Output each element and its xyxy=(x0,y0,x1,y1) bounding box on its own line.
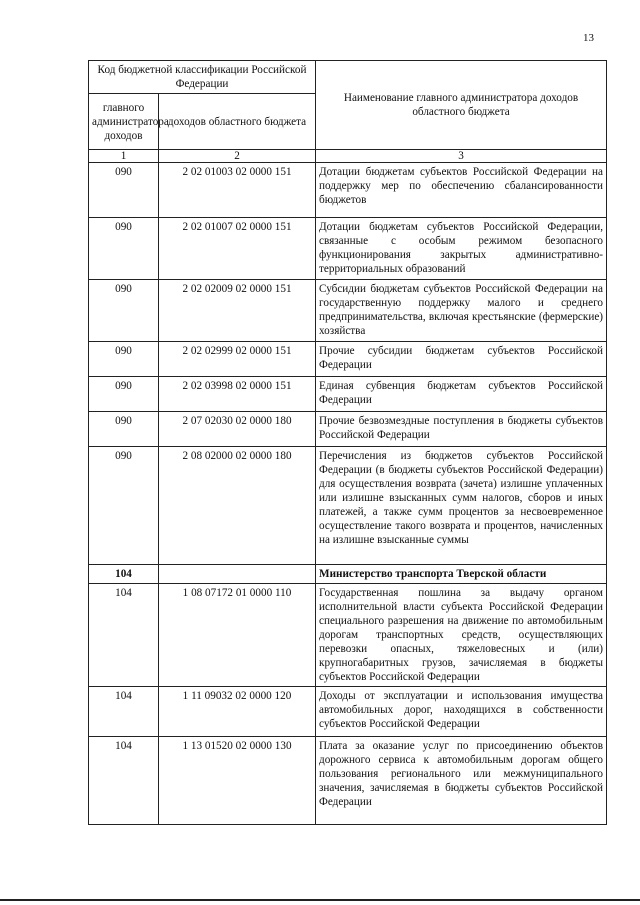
table-row xyxy=(89,280,607,342)
income-code: 2 02 02009 02 0000 151 xyxy=(159,280,316,342)
admin-code: 104 xyxy=(89,584,159,687)
income-code: 1 08 07172 01 0000 110 xyxy=(159,584,316,687)
column-number-1: 1 xyxy=(89,150,159,163)
table-row xyxy=(89,412,607,447)
header-group-label: Код бюджетной классификации Российской Федерации xyxy=(89,61,316,94)
income-code: 2 02 01007 02 0000 151 xyxy=(159,218,316,280)
income-code: 1 11 09032 02 0000 120 xyxy=(159,687,316,737)
table-row xyxy=(89,342,607,377)
income-name: Субсидии бюджетам субъектов Российской Федерации на государственную поддержку малого и среднего предпринимательства, включая крестьянские (фермерские) хозяйства xyxy=(316,280,607,342)
admin-code: 090 xyxy=(89,447,159,565)
income-name: Единая субвенция бюджетам субъектов Российской Федерации xyxy=(316,377,607,412)
admin-code: 090 xyxy=(89,280,159,342)
income-code: 1 13 01520 02 0000 130 xyxy=(159,737,316,825)
admin-code: 104 xyxy=(89,687,159,737)
income-name: Перечисления из бюджетов субъектов Российской Федерации (в бюджеты субъектов Российской Федерации) для осуществления возврата (зачета) излишне уплаченных или излишне взысканных сумм налогов, сборов и иных платежей, а также сумм процентов за несвоевременное осуществление такого возврата и процентов, начисленных на излишне взысканные суммы xyxy=(316,447,607,565)
column-number-2: 2 xyxy=(159,150,316,163)
budget-classification-table xyxy=(88,60,607,825)
table-row xyxy=(89,447,607,565)
table-row xyxy=(89,163,607,218)
header-admin-column: главного администратора доходов xyxy=(89,94,159,150)
admin-code: 090 xyxy=(89,377,159,412)
income-code: 2 02 01003 02 0000 151 xyxy=(159,163,316,218)
income-name: Государственная пошлина за выдачу органом исполнительной власти субъекта Российской Федерации специального разрешения на движение по автомобильным дорогам транспортных средств, осуществляющих перевозки опасных, тяжеловесных и (или) крупногабаритных грузов, зачисляемая в бюджеты субъектов Российской Федерации xyxy=(316,584,607,687)
income-code: 2 08 02000 02 0000 180 xyxy=(159,447,316,565)
table-row xyxy=(89,218,607,280)
income-code: 2 02 02999 02 0000 151 xyxy=(159,342,316,377)
income-name: Дотации бюджетам субъектов Российской Федерации, связанные с особым режимом безопасного функционирования закрытых административно-территориальных образований xyxy=(316,218,607,280)
income-name: Дотации бюджетам субъектов Российской Федерации на поддержку мер по обеспечению сбалансированности бюджетов xyxy=(316,163,607,218)
page-number: 13 xyxy=(583,32,594,44)
column-number-3: 3 xyxy=(316,150,607,163)
section-row xyxy=(89,565,607,584)
table-row xyxy=(89,737,607,825)
income-code: 2 02 03998 02 0000 151 xyxy=(159,377,316,412)
header-income-column: доходов областного бюджета xyxy=(159,94,316,150)
income-name: Плата за оказание услуг по присоединению объектов дорожного сервиса к автомобильным дорогам общего пользования регионального или межмуниципального значения, зачисляемая в бюджеты субъектов Российской Федерации xyxy=(316,737,607,825)
income-name: Доходы от эксплуатации и использования имущества автомобильных дорог, находящихся в собственности субъектов Российской Федерации xyxy=(316,687,607,737)
admin-code: 090 xyxy=(89,163,159,218)
header-name-column: Наименование главного администратора доходов областного бюджета xyxy=(316,61,607,150)
table-row xyxy=(89,377,607,412)
table-row xyxy=(89,584,607,687)
section-empty-cell xyxy=(159,565,316,584)
page-bottom-rule xyxy=(0,899,640,901)
admin-code: 090 xyxy=(89,218,159,280)
table-row xyxy=(89,687,607,737)
income-name: Прочие субсидии бюджетам субъектов Российской Федерации xyxy=(316,342,607,377)
section-admin-code: 104 xyxy=(89,565,159,584)
admin-code: 104 xyxy=(89,737,159,825)
section-title: Министерство транспорта Тверской области xyxy=(316,565,607,584)
admin-code: 090 xyxy=(89,412,159,447)
income-code: 2 07 02030 02 0000 180 xyxy=(159,412,316,447)
admin-code: 090 xyxy=(89,342,159,377)
income-name: Прочие безвозмездные поступления в бюджеты субъектов Российской Федерации xyxy=(316,412,607,447)
